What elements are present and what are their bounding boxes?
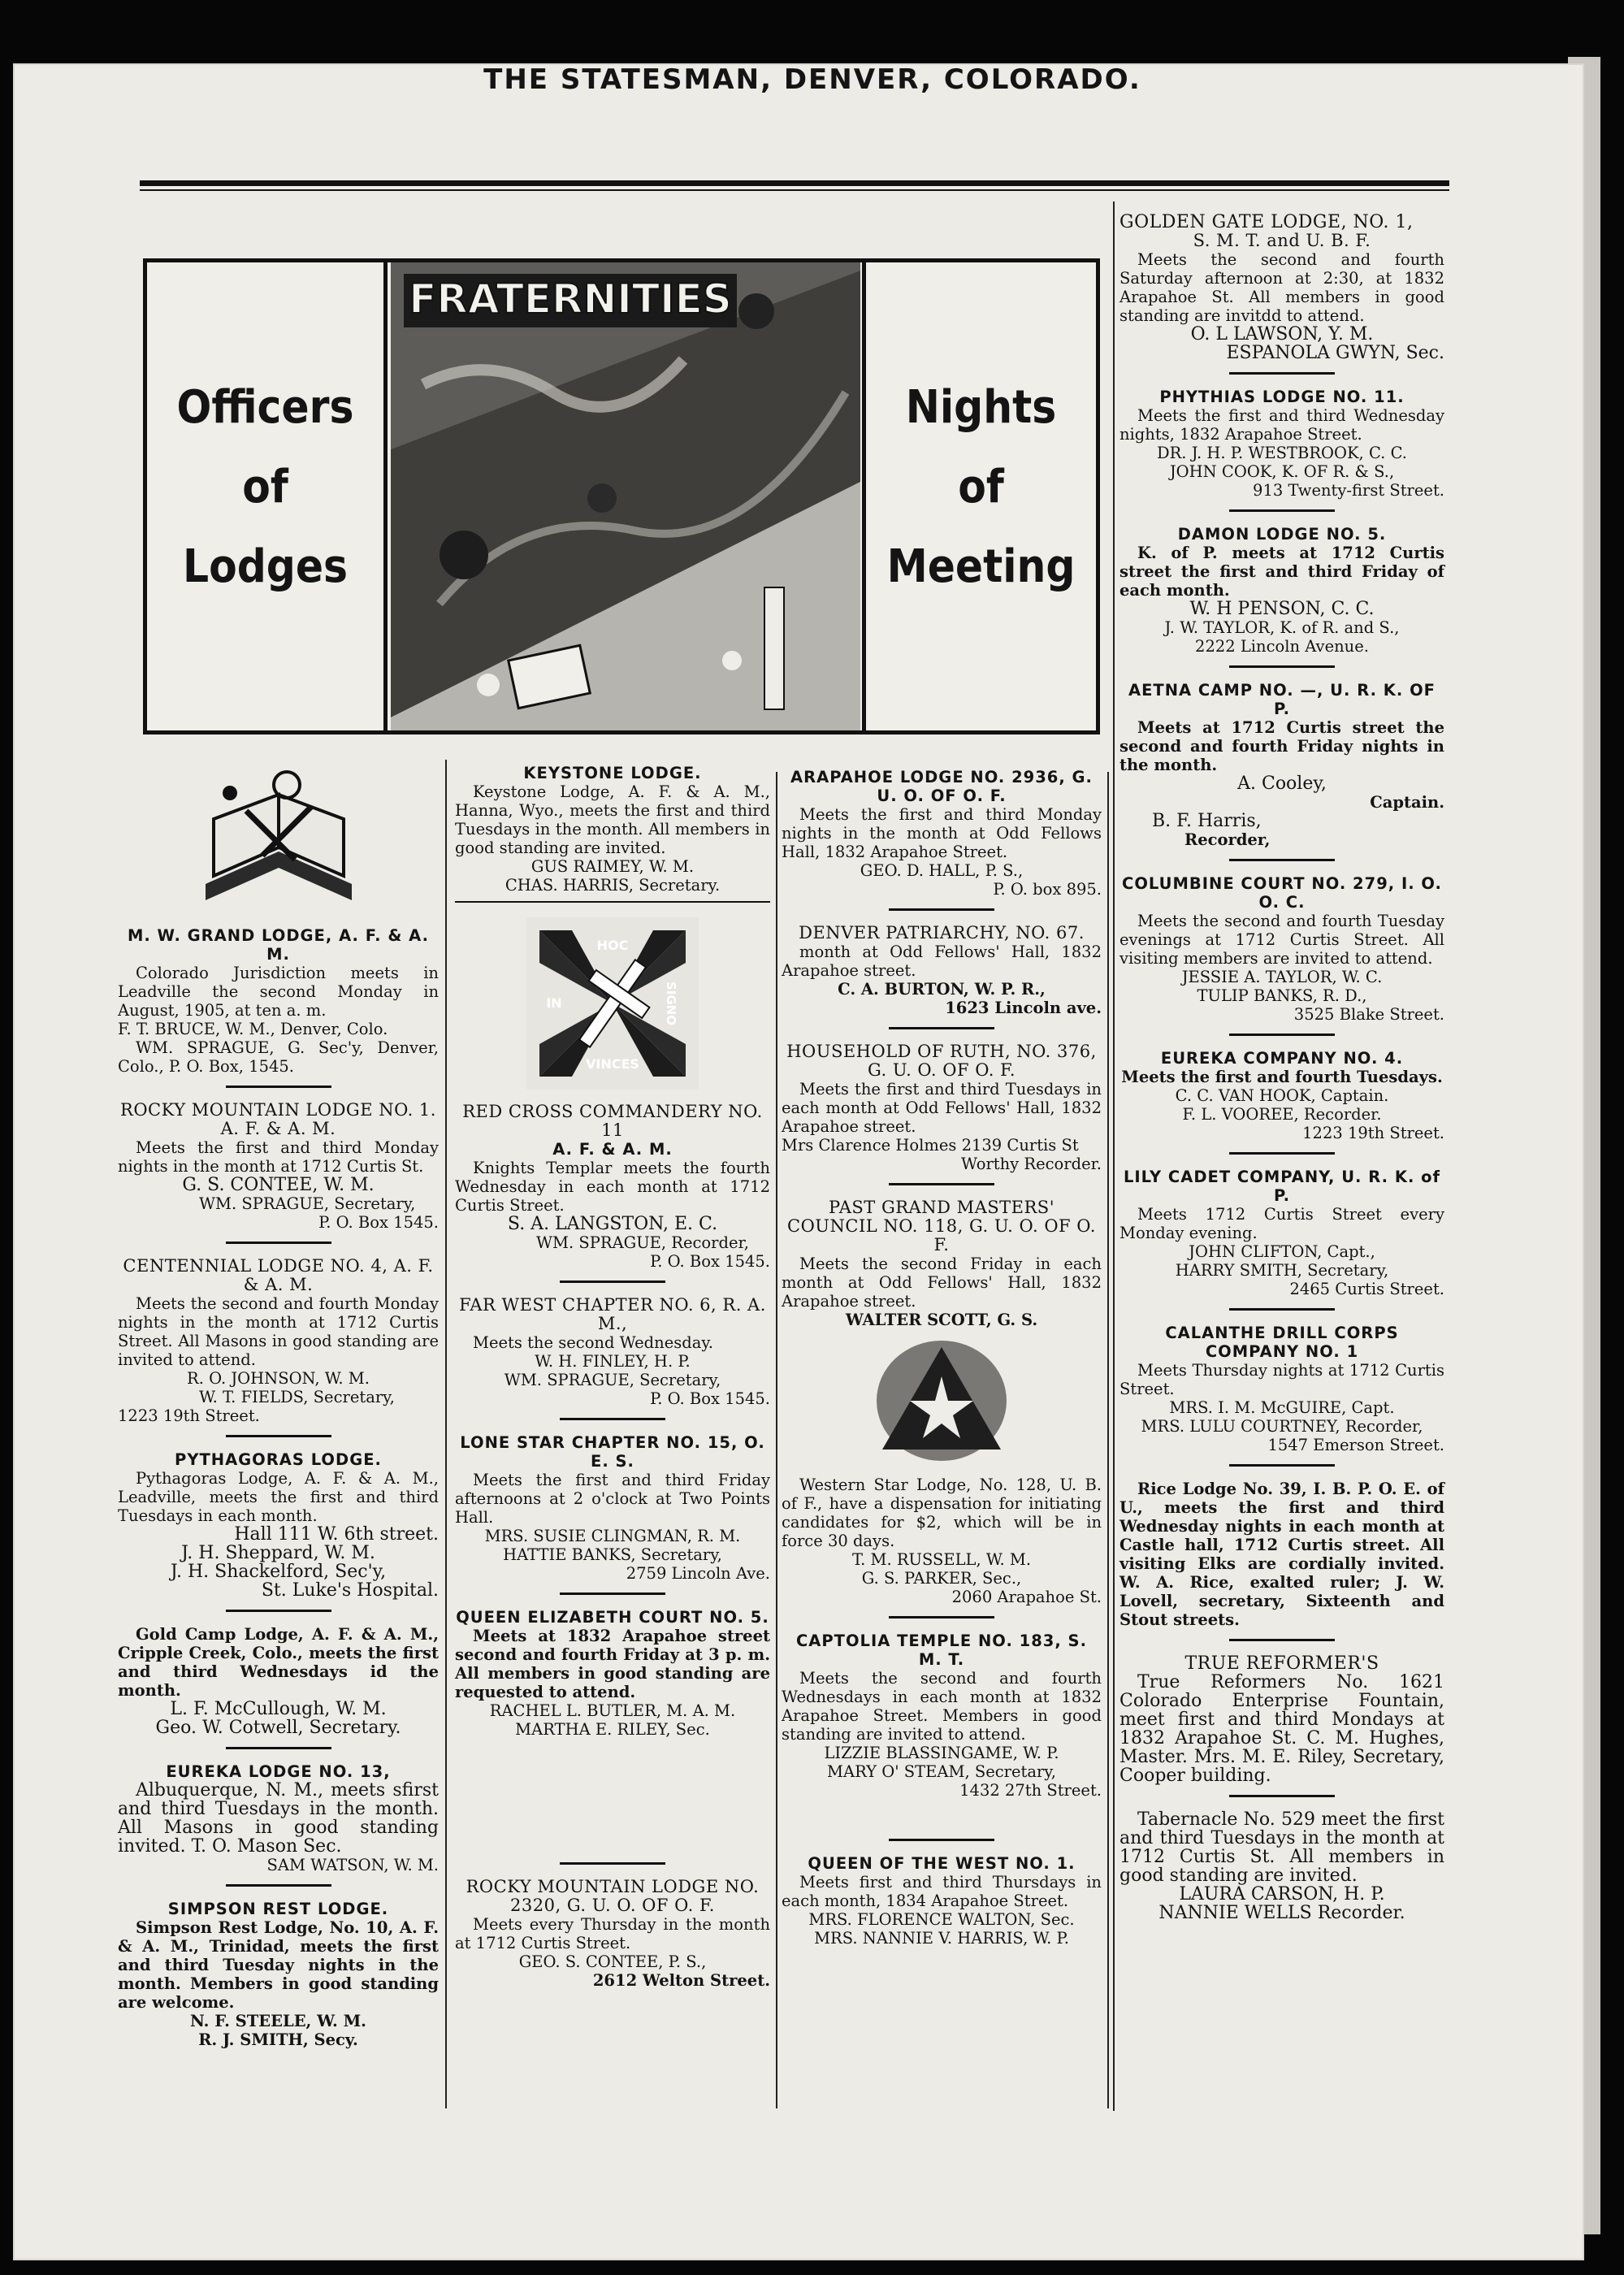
heading: QUEEN OF THE WEST NO. 1. <box>808 1854 1076 1873</box>
banner-left-line: Officers <box>176 381 354 434</box>
officer: 2060 Arapahoe St. <box>951 1588 1102 1606</box>
officer: WM. SPRAGUE, Recorder, <box>536 1233 749 1252</box>
heading: ARAPAHOE LODGE NO. 2936, G. U. O. OF O. F. <box>790 768 1093 805</box>
officer: 2612 Welton Street. <box>592 1971 770 1990</box>
officer: 913 Twenty-first Street. <box>1253 481 1444 500</box>
separator <box>889 1027 994 1029</box>
banner-title: FRATERNITIES <box>409 275 732 323</box>
officer: Hall 111 W. 6th street. <box>234 1524 439 1545</box>
heading: PYTHAGORAS LODGE. <box>175 1450 382 1469</box>
body-text: month at Odd Fellows' Hall, 1832 Arapahoe street. <box>782 942 1102 980</box>
body-text: Meets the first and third Friday afternoons at 2 o'clock at Two Points Hall. <box>455 1471 770 1527</box>
separator <box>1229 665 1335 668</box>
heading: S. M. T. and U. B. F. <box>1193 231 1371 250</box>
officer: N. F. STEELE, W. M. <box>190 2012 366 2030</box>
cross-word: HOC <box>596 938 629 953</box>
officer: SAM WATSON, W. M. <box>266 1856 439 1874</box>
body-text: Meets the second and fourth Monday nights in the month at 1712 Curtis Street. All Masons in good standing are invited to attend. <box>118 1294 439 1369</box>
officer: 1223 19th Street. <box>118 1406 260 1425</box>
officer: LIZZIE BLASSINGAME, W. P. <box>824 1744 1059 1762</box>
body-text: Meets at 1832 Arapahoe street second and fourth Friday at 3 p. m. All members in good standing are requested to attend. <box>455 1627 770 1701</box>
officer: GEO. S. CONTEE, P. S., <box>518 1952 707 1971</box>
heading: EUREKA COMPANY NO. 4. <box>1160 1049 1404 1068</box>
officer: JOHN COOK, K. OF R. & S., <box>1169 462 1395 481</box>
separator <box>1229 509 1335 512</box>
column-rule <box>776 772 777 2108</box>
officer: P. O. Box 1545. <box>318 1213 439 1232</box>
officer: RACHEL L. BUTLER, M. A. M. <box>489 1701 736 1720</box>
officer: MRS. FLORENCE WALTON, Sec. <box>808 1910 1075 1929</box>
body-text: Meets the second and fourth Tuesday evenings at 1712 Curtis Street. All visiting members are invited to attend. <box>1119 912 1444 968</box>
separator <box>1229 1308 1335 1311</box>
officer: 2222 Lincoln Avenue. <box>1195 637 1369 656</box>
officer: MRS. I. M. McGUIRE, Capt. <box>1169 1398 1395 1417</box>
officer: MRS. SUSIE CLINGMAN, R. M. <box>484 1527 741 1545</box>
separator <box>1229 859 1335 861</box>
open-bible-emblem-icon <box>189 762 368 916</box>
heading: CAPTOLIA TEMPLE NO. 183, S. M. T. <box>795 1632 1087 1669</box>
officer: L. F. McCullough, W. M. <box>170 1699 387 1719</box>
officer: J. W. TAYLOR, K. of R. and S., <box>1164 618 1400 637</box>
officer: CHAS. HARRIS, Secretary. <box>505 876 721 895</box>
officer: 2465 Curtis Street. <box>1289 1280 1444 1298</box>
officer: DR. J. H. P. WESTBROOK, C. C. <box>1156 444 1408 462</box>
body-text: Keystone Lodge, A. F. & A. M., Hanna, Wyo., meets the first and third Tuesdays in the month. All members in good standing are invited. <box>455 782 770 857</box>
officer: MARTHA E. RILEY, Sec. <box>515 1720 710 1739</box>
masthead-rule <box>140 180 1449 186</box>
banner-left-line: of <box>242 461 288 514</box>
body-text: Simpson Rest Lodge, No. 10, A. F. & A. M., Trinidad, meets the first and third Tuesday nights in the month. Members in good standing are welcome. <box>118 1918 439 2012</box>
heading: HOUSEHOLD OF RUTH, NO. 376, G. U. O. OF O. F. <box>786 1042 1097 1080</box>
separator <box>1229 1639 1335 1641</box>
officer: MARY O' STEAM, Secretary, <box>827 1762 1056 1781</box>
body-text: Western Star Lodge, No. 128, U. B. of F., have a dispensation for initiating candidates for $2, which will be in force 30 days. <box>782 1476 1102 1550</box>
western-star-emblem-icon <box>873 1336 1011 1466</box>
masthead: THE STATESMAN, DENVER, COLORADO. <box>483 63 1141 96</box>
officer: GEO. D. HALL, P. S., <box>860 861 1024 880</box>
officer: 2759 Lincoln Ave. <box>626 1564 770 1583</box>
heading: COLUMBINE COURT NO. 279, I. O. O. C. <box>1122 874 1442 912</box>
banner-right-line: of <box>958 461 1004 514</box>
officer: WALTER SCOTT, G. S. <box>845 1311 1038 1329</box>
fraternities-banner <box>143 258 1100 734</box>
officer: 1432 27th Street. <box>959 1781 1102 1800</box>
heading: DENVER PATRIARCHY, NO. 67. <box>799 923 1085 942</box>
officer: JOHN CLIFTON, Capt., <box>1189 1242 1375 1261</box>
heading: EUREKA LODGE NO. 13, <box>166 1762 391 1781</box>
officer: J. H. Sheppard, W. M. <box>181 1543 375 1563</box>
officer: HARRY SMITH, Secretary, <box>1175 1261 1389 1280</box>
officer: WM. SPRAGUE, Secretary, <box>199 1194 416 1213</box>
heading: M. W. GRAND LODGE, A. F. & A. M. <box>127 926 430 964</box>
body-text: Meets the second and fourth Saturday afternoon at 2:30, at 1832 Arapahoe St. All members in good standing are invitdd to attend. <box>1119 250 1444 325</box>
body-text: Meets the first and third Wednesday nights, 1832 Arapahoe Street. <box>1119 406 1444 444</box>
officer: W. T. FIELDS, Secretary, <box>199 1388 395 1406</box>
officer: St. Luke's Hospital. <box>261 1580 439 1601</box>
cross-word: VINCES <box>586 1056 639 1072</box>
cross-word: IN <box>546 995 562 1011</box>
officer: G. S. CONTEE, W. M. <box>182 1175 375 1195</box>
heading: A. F. & A. M. <box>552 1140 673 1159</box>
heading: FAR WEST CHAPTER NO. 6, R. A. M., <box>459 1295 766 1333</box>
heading: CENTENNIAL LODGE NO. 4, A. F. & A. M. <box>123 1256 434 1294</box>
heading: ROCKY MOUNTAIN LODGE NO. 2320, G. U. O. OF O. F. <box>466 1877 760 1915</box>
banner-right-line: Meeting <box>886 540 1076 593</box>
body-text: Meets Thursday nights at 1712 Curtis Street. <box>1119 1361 1444 1398</box>
officer: 3525 Blake Street. <box>1293 1005 1444 1024</box>
officer: F. T. BRUCE, W. M., Denver, Colo. <box>118 1020 388 1038</box>
officer: O. L LAWSON, Y. M. <box>1190 324 1374 344</box>
officer: T. M. RUSSELL, W. M. <box>851 1550 1032 1569</box>
heading: PHYTHIAS LODGE NO. 11. <box>1159 388 1405 406</box>
heading: AETNA CAMP NO. —, U. R. K. OF P. <box>1128 681 1436 718</box>
heading: QUEEN ELIZABETH COURT NO. 5. <box>456 1608 769 1627</box>
officer: Captain. <box>1370 793 1444 812</box>
column-rule <box>1107 772 1109 2108</box>
officer: 1547 Emerson Street. <box>1267 1436 1444 1454</box>
heading: GOLDEN GATE LODGE, NO. 1, <box>1119 212 1414 232</box>
separator <box>560 1592 665 1595</box>
officer: 1223 19th Street. <box>1302 1124 1444 1142</box>
separator <box>560 1862 665 1865</box>
separator <box>889 1616 994 1618</box>
body-text: Meets the first and third Monday nights in the month at Odd Fellows Hall, 1832 Arapahoe Street. <box>782 805 1102 861</box>
column-rule <box>445 760 447 2108</box>
body-text: Gold Camp Lodge, A. F. & A. M., Cripple Creek, Colo., meets the first and third Wednesdays id the month. <box>118 1625 439 1700</box>
officer: B. F. Harris, <box>1152 811 1262 831</box>
cross-word: SIGNO <box>664 981 678 1026</box>
body-text: Meets the first and third Tuesdays in each month at Odd Fellows' Hall, 1832 Arapahoe street. <box>782 1080 1102 1136</box>
banner-right-line: Nights <box>905 381 1057 434</box>
officer: R. J. SMITH, Secy. <box>198 2030 358 2049</box>
separator <box>455 901 770 903</box>
body-text: Meets the first and fourth Tuesdays. <box>1121 1068 1443 1086</box>
banner-right-panel <box>862 262 1096 730</box>
separator <box>1229 1795 1335 1797</box>
body-text: Meets first and third Thursdays in each month, 1834 Arapahoe Street. <box>782 1873 1102 1910</box>
separator <box>889 1839 994 1841</box>
body-text: True Reformers No. 1621 Colorado Enterprise Fountain, meet first and third Mondays at 1832 Arapahoe St. C. M. Hughes, Master. Mrs. M. E. Riley, Secretary, Cooper building. <box>1119 1672 1444 1786</box>
body-text: Meets the second Friday in each month at Odd Fellows' Hall, 1832 Arapahoe street. <box>782 1254 1102 1311</box>
officer: P. O. Box 1545. <box>650 1389 770 1408</box>
separator <box>1229 1152 1335 1155</box>
banner-left-line: Lodges <box>182 540 349 593</box>
separator <box>560 1418 665 1420</box>
separator <box>226 1747 331 1749</box>
separator <box>226 1242 331 1244</box>
separator <box>560 1280 665 1283</box>
column-1 <box>118 756 439 2049</box>
column-rule <box>1113 202 1115 2111</box>
separator <box>226 1884 331 1887</box>
separator <box>889 1183 994 1185</box>
separator <box>1229 1464 1335 1467</box>
officer: Recorder, <box>1184 830 1271 849</box>
officer: R. O. JOHNSON, W. M. <box>187 1369 370 1388</box>
officer: C. A. BURTON, W. P. R., <box>838 980 1046 999</box>
separator <box>1229 372 1335 375</box>
masthead-rule-thin <box>140 189 1449 191</box>
heading: DAMON LODGE NO. 5. <box>1177 525 1387 544</box>
heading: KEYSTONE LODGE. <box>523 764 702 782</box>
maltese-cross-emblem-icon <box>523 914 702 1093</box>
officer: HATTIE BANKS, Secretary, <box>503 1545 722 1564</box>
officer: C. C. VAN HOOK, Captain. <box>1175 1086 1389 1105</box>
officer: P. O. Box 1545. <box>650 1252 770 1271</box>
separator <box>226 1610 331 1612</box>
heading: CALANTHE DRILL CORPS COMPANY NO. 1 <box>1165 1324 1399 1361</box>
officer: WM. SPRAGUE, Secretary, <box>504 1371 721 1389</box>
officer: Mrs Clarence Holmes 2139 Curtis St <box>782 1136 1079 1155</box>
body-text: Colorado Jurisdiction meets in Leadville the second Monday in August, 1905, at ten a. m. <box>118 964 439 1020</box>
body-text: Meets 1712 Curtis Street every Monday evening. <box>1119 1205 1444 1242</box>
officer: P. O. box 895. <box>993 880 1102 899</box>
separator <box>889 908 994 911</box>
heading: RED CROSS COMMANDERY NO. 11 <box>462 1102 763 1140</box>
officer: F. L. VOOREE, Recorder. <box>1182 1105 1382 1124</box>
heading: ROCKY MOUNTAIN LODGE NO. 1. A. F. & A. M. <box>120 1100 436 1138</box>
heading: SIMPSON REST LODGE. <box>167 1900 389 1918</box>
officer: S. A. LANGSTON, E. C. <box>507 1214 718 1234</box>
officer: J. H. Shackelford, Sec'y, <box>170 1562 387 1582</box>
body-text: Meets the first and third Monday nights in the month at 1712 Curtis St. <box>118 1138 439 1176</box>
body-text: Knights Templar meets the fourth Wednesday in each month at 1712 Curtis Street. <box>455 1159 770 1215</box>
body-text: Tabernacle No. 529 meet the first and third Tuesdays in the month at 1712 Curtis St. All members in good standing are invited. <box>1119 1809 1444 1886</box>
separator <box>226 1086 331 1088</box>
column-3 <box>782 768 1102 1948</box>
body-text: Albuquerque, N. M., meets sfirst and third Tuesdays in the month. All Masons in good standing invited. T. O. Mason Sec. <box>118 1780 439 1857</box>
officer: A. Cooley, <box>1237 774 1327 794</box>
column-4 <box>1119 213 1444 1922</box>
heading: PAST GRAND MASTERS' COUNCIL NO. 118, G. U. O. OF O. F. <box>787 1198 1096 1254</box>
officer: MRS. NANNIE V. HARRIS, W. P. <box>814 1929 1069 1948</box>
banner-left-panel <box>147 262 388 730</box>
officer: Worthy Recorder. <box>961 1155 1102 1173</box>
separator <box>226 1435 331 1437</box>
heading: LILY CADET COMPANY, U. R. K. of P. <box>1123 1168 1441 1205</box>
officer: WM. SPRAGUE, G. Sec'y, Denver, Colo., P. O. Box, 1545. <box>118 1038 439 1076</box>
officer: GUS RAIMEY, W. M. <box>531 857 695 876</box>
body-text: K. of P. meets at 1712 Curtis street the first and third Friday of each month. <box>1119 544 1444 600</box>
heading: TRUE REFORMER'S <box>1184 1653 1379 1674</box>
body-text: Meets every Thursday in the month at 1712 Curtis Street. <box>455 1915 770 1952</box>
body-text: Meets at 1712 Curtis street the second and fourth Friday nights in the month. <box>1119 718 1444 774</box>
officer: 1623 Lincoln ave. <box>945 999 1102 1017</box>
officer: TULIP BANKS, R. D., <box>1197 986 1367 1005</box>
body-text: Rice Lodge No. 39, I. B. P. O. E. of U., meets the first and third Wednesday nights in each month at Castle hall, 1712 Curtis street. All visiting Elks are cordially invited. W. A. Rice, exalted ruler; J. W. Lovell, secretary, Sixteenth and Stout streets. <box>1119 1480 1444 1629</box>
body-text: Meets the second Wednesday. <box>473 1333 713 1352</box>
officer: LAURA CARSON, H. P. <box>1179 1884 1385 1904</box>
separator <box>1229 1034 1335 1036</box>
body-text: Meets the second and fourth Wednesdays in each month at 1832 Arapahoe Street. Members in good standing are invited to attend. <box>782 1669 1102 1744</box>
banner-illustration <box>391 262 860 730</box>
officer: ESPANOLA GWYN, Sec. <box>1226 343 1444 363</box>
heading: LONE STAR CHAPTER NO. 15, O. E. S. <box>460 1433 765 1471</box>
column-2 <box>455 764 770 1990</box>
officer: W. H PENSON, C. C. <box>1189 599 1375 619</box>
officer: JESSIE A. TAYLOR, W. C. <box>1181 968 1383 986</box>
officer: W. H. FINLEY, H. P. <box>535 1352 691 1371</box>
officer: Geo. W. Cotwell, Secretary. <box>155 1718 401 1738</box>
officer: G. S. PARKER, Sec., <box>861 1569 1022 1588</box>
officer: MRS. LULU COURTNEY, Recorder, <box>1141 1417 1423 1436</box>
body-text: Pythagoras Lodge, A. F. & A. M., Leadville, meets the first and third Tuesdays in each month. <box>118 1469 439 1525</box>
officer: NANNIE WELLS Recorder. <box>1158 1903 1405 1923</box>
